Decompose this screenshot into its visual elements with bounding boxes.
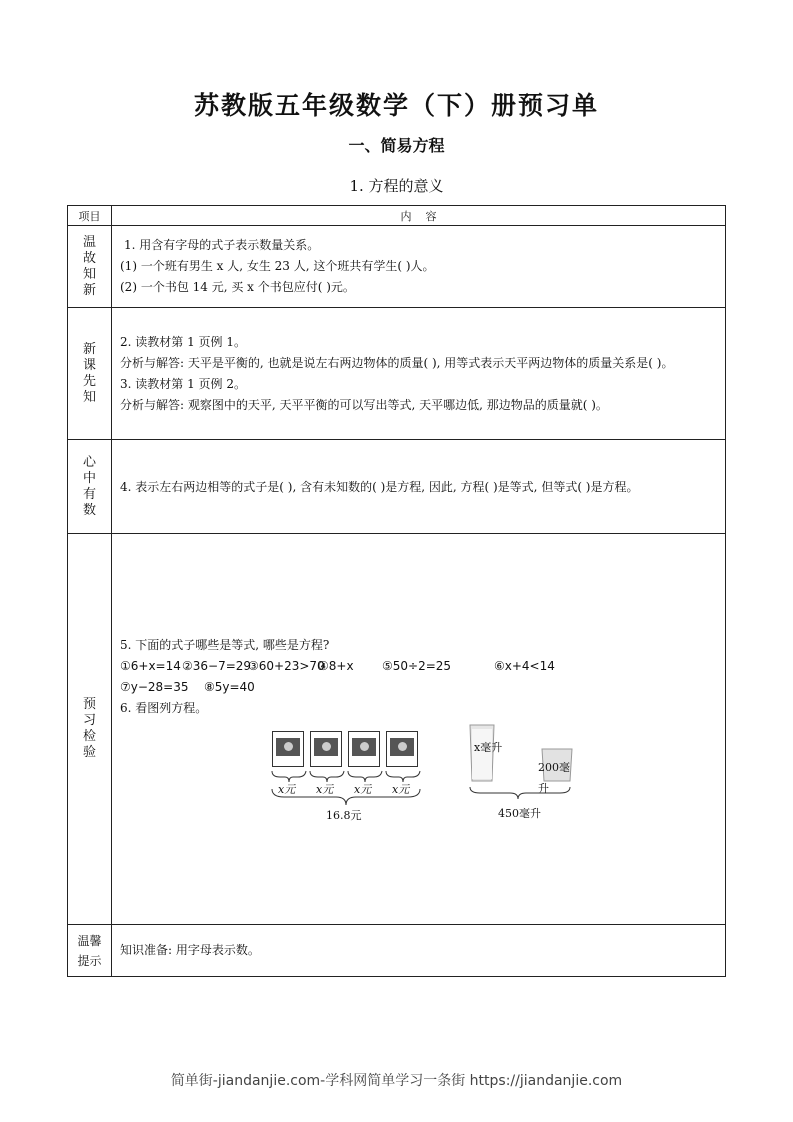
q5-item: ②36−7=29 <box>182 658 252 673</box>
row-new <box>68 308 726 440</box>
cup2-label: 200毫升 <box>538 760 570 795</box>
row-label-check: 预习检验 <box>68 534 112 925</box>
books-brace <box>270 767 430 837</box>
cup1-label: x毫升 <box>474 740 503 754</box>
footer-watermark: 简单街-jiandanjie.com-学科网简单学习一条街 https://jiandanjie.com <box>170 1073 623 1089</box>
book-image <box>272 731 304 767</box>
page-title: 苏教版五年级数学（下）册预习单 <box>193 91 599 120</box>
table-header-row <box>68 206 726 226</box>
book-image <box>348 731 380 767</box>
new-line-4: 分析与解答: 观察图中的天平, 天平平衡的可以写出等式, 天平哪边低, 那边物品的质量就( )。 <box>120 397 608 412</box>
q5-item: ⑤50÷2=25 <box>382 658 452 673</box>
lesson-title: 1. 方程的意义 <box>349 177 444 195</box>
q6-figures <box>120 729 717 824</box>
row-label-tip: 温馨提示 <box>68 925 112 977</box>
review-line-1: 1. 用含有字母的式子表示数量关系。 <box>124 238 320 252</box>
books-total-label: 16.8元 <box>326 808 362 822</box>
q5-item: ④8+x <box>318 658 354 673</box>
row-label-new: 新课先知 <box>68 308 112 440</box>
q5-item: ③60+23>70 <box>248 658 325 673</box>
row-content-new <box>112 308 726 440</box>
row-label-know: 心中有数 <box>68 440 112 534</box>
tip-text: 知识准备: 用字母表示数。 <box>120 943 260 957</box>
q5-item: ①6+x=14 <box>120 658 181 673</box>
know-line-1: 4. 表示左右两边相等的式子是( ), 含有未知数的( )是方程, 因此, 方程( )是等式, 但等式( )是方程。 <box>120 479 639 494</box>
q5-item: ⑥x+4<14 <box>494 658 555 673</box>
book-image <box>386 731 418 767</box>
q5-items-row1 <box>120 656 717 677</box>
q5-items-row2 <box>120 677 717 698</box>
q5-item: ⑦y−28=35 <box>120 679 189 694</box>
new-line-1: 2. 读教材第 1 页例 1。 <box>120 334 246 349</box>
row-check <box>68 534 726 925</box>
header-item: 项目 <box>68 206 112 226</box>
row-tip <box>68 925 726 977</box>
q5-title: 5. 下面的式子哪些是等式, 哪些是方程? <box>120 637 330 652</box>
cups-figure <box>460 723 580 823</box>
row-label-review: 温故知新 <box>68 226 112 308</box>
book-price-label: x元 <box>316 782 334 796</box>
q6-title: 6. 看图列方程。 <box>120 700 208 715</box>
review-line-2: (1) 一个班有男生 x 人, 女生 23 人, 这个班共有学生( )人。 <box>120 259 435 273</box>
row-content-know <box>112 440 726 534</box>
unit-title: 一、简易方程 <box>348 136 445 155</box>
book-image <box>310 731 342 767</box>
row-content-tip <box>112 925 726 977</box>
header-content: 内 容 <box>112 206 726 226</box>
book-price-label: x元 <box>392 782 410 796</box>
new-line-3: 3. 读教材第 1 页例 2。 <box>120 376 246 391</box>
preview-table <box>67 205 726 977</box>
row-content-review <box>112 226 726 308</box>
book-price-label: x元 <box>354 782 372 796</box>
row-content-check <box>112 534 726 925</box>
review-line-3: (2) 一个书包 14 元, 买 x 个书包应付( )元。 <box>120 280 355 294</box>
row-know <box>68 440 726 534</box>
new-line-2: 分析与解答: 天平是平衡的, 也就是说左右两边物体的质量( ), 用等式表示天平两边物体的质量关系是( )。 <box>120 355 674 370</box>
q5-item: ⑧5y=40 <box>204 679 255 694</box>
books-figure <box>270 729 430 824</box>
cups-total-label: 450毫升 <box>498 806 541 820</box>
row-review <box>68 226 726 308</box>
book-price-label: x元 <box>278 782 296 796</box>
